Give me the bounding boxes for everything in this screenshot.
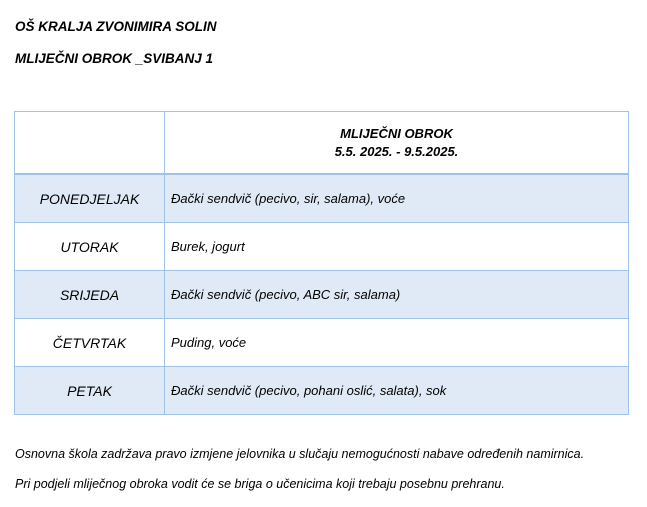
header-empty-cell — [15, 112, 165, 175]
document-subtitle: MLIJEČNI OBROK _SVIBANJ 1 — [15, 51, 214, 66]
meal-cell: Puding, voće — [165, 319, 629, 367]
meal-cell: Đački sendvič (pecivo, ABC sir, salama) — [165, 271, 629, 319]
day-cell: PONEDJELJAK — [15, 174, 165, 223]
special-diet-note: Pri podjeli mliječnog obroka vodit će se briga o učenicima koji trebaju posebnu prehranu. — [15, 477, 505, 491]
meal-table — [14, 111, 629, 415]
header-cell — [165, 112, 629, 175]
meal-cell: Burek, jogurt — [165, 223, 629, 271]
school-name: OŠ KRALJA ZVONIMIRA SOLIN — [15, 19, 217, 34]
day-cell: UTORAK — [15, 223, 165, 271]
table-row — [15, 223, 629, 271]
meal-cell: Đački sendvič (pecivo, pohani oslić, salata), sok — [165, 367, 629, 415]
day-cell: SRIJEDA — [15, 271, 165, 319]
menu-change-note: Osnovna škola zadržava pravo izmjene jelovnika u slučaju nemogućnosti nabave određenih namirnica. — [15, 447, 585, 461]
day-cell: ČETVRTAK — [15, 319, 165, 367]
table-header-row — [15, 112, 629, 175]
table-heading: MLIJEČNI OBROK — [340, 125, 453, 141]
day-cell: PETAK — [15, 367, 165, 415]
meal-cell: Đački sendvič (pecivo, sir, salama), voće — [165, 174, 629, 223]
table-row — [15, 271, 629, 319]
table-row — [15, 174, 629, 223]
date-range: 5.5. 2025. - 9.5.2025. — [334, 143, 459, 159]
table-row — [15, 319, 629, 367]
table-row — [15, 367, 629, 415]
